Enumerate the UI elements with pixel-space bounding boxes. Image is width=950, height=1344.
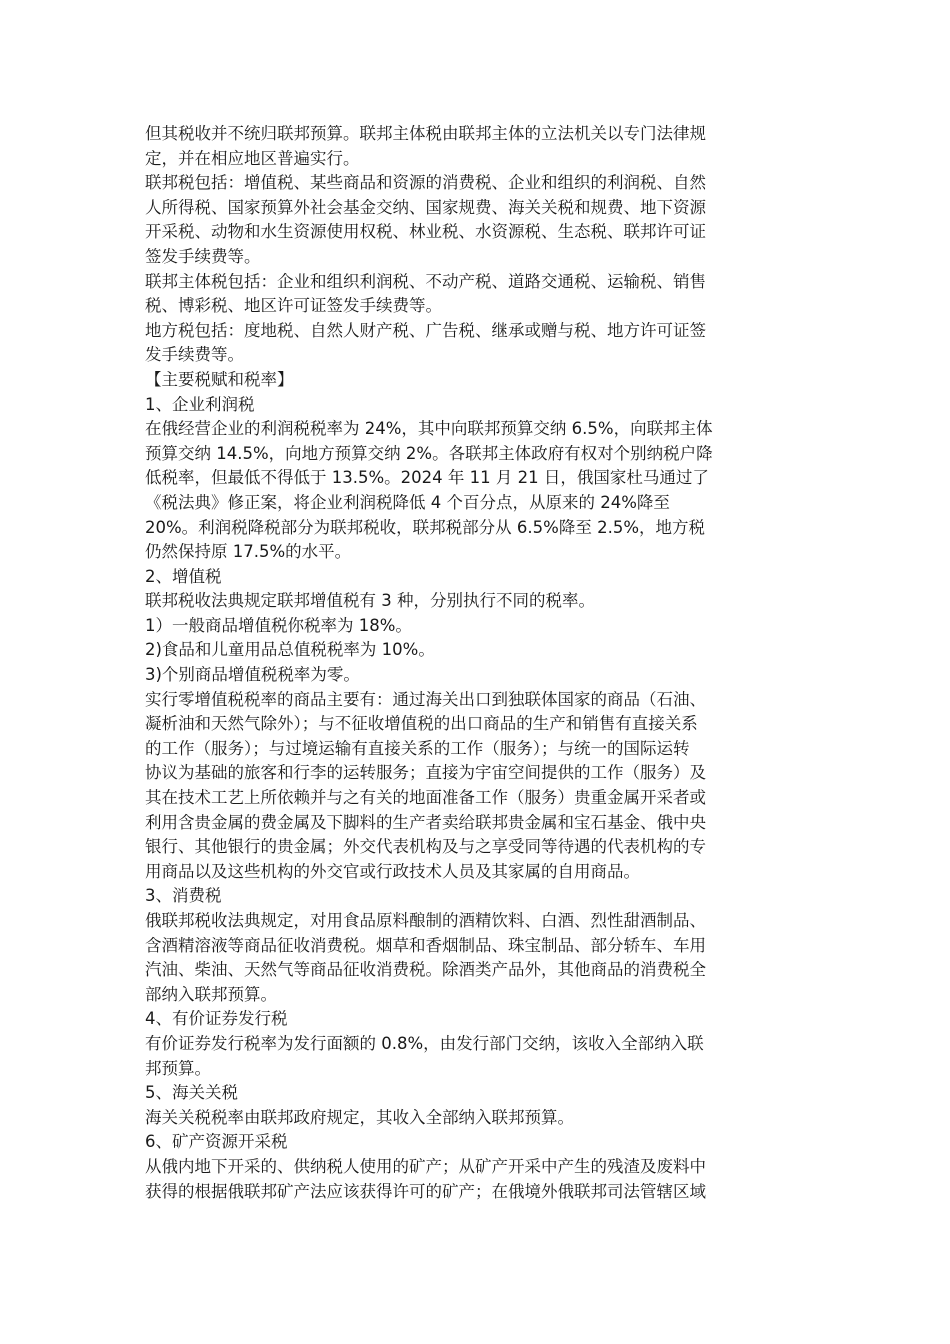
paragraph-federal-taxes: 联邦税包括：增值税、某些商品和资源的消费税、企业和组织的利润税、自然 人所得税、国家预算外社会基金交纳、国家规费、海关关税和规费、地下资源 开采税、动物和水生资源使用权税、林业税、水资源税、生态税、联邦许可证 签发手续费等。 (145, 173, 706, 266)
paragraph-federal-subject-tax-intro: 但其税收并不统归联邦预算。联邦主体税由联邦主体的立法机关以专门法律规 定，并在相应地区普遍实行。 (145, 124, 706, 168)
paragraph-securities-tax: 有价证券发行税率为发行面额的 0.8%，由发行部门交纳，该收入全部纳入联 邦预算。 (145, 1033, 704, 1078)
section-heading-main-taxes: 【主要税赋和税率】 (145, 369, 294, 389)
paragraph-corporate-profit-tax: 在俄经营企业的利润税税率为 24%，其中向联邦预算交纳 6.5%，向联邦主体 预算交纳 14.5%，向地方预算交纳 2%。各联邦主体政府有权对个别纳税户降 低税率，但最低不得低于 13.5%。2024 年 11 月 21 日，俄国家杜马通过了 《税法典》修正案，将企业利润税降低 4 个百分点，从原来的 24%降至 20%。利润税降税部分为联邦税收，联邦税部分从 6.5%降至 2.5%，地方税 仍然保持原 17.5%的水平。 (145, 419, 713, 562)
heading-corporate-profit-tax: 1、企业利润税 (145, 394, 255, 414)
document-body (145, 122, 800, 1204)
heading-excise-tax: 3、消费税 (145, 886, 222, 906)
list-item-vat-zero: 3)个别商品增值税税率为零。 (145, 665, 360, 685)
paragraph-federal-subject-taxes: 联邦主体税包括：企业和组织利润税、不动产税、道路交通税、运输税、销售 税、博彩税、地区许可证签发手续费等。 (145, 271, 706, 316)
heading-securities-tax: 4、有价证券发行税 (145, 1009, 288, 1029)
paragraph-zero-vat-goods: 实行零增值税税率的商品主要有：通过海关出口到独联体国家的商品（石油、 凝析油和天然气除外）；与不征收增值税的出口商品的生产和销售有直接关系 的工作（服务）；与过境运输有直接关系的工作（服务）；与统一的国际运转 协议为基础的旅客和行李的运转服务；直接为宇宙空间提供的工作（服务）及 其在技术工艺上所依赖并与之有关的地面准备工作（服务）贵重金属开采者或 利用含贵金属的费金属及下脚料的生产者卖给联邦贵金属和宝石基金、俄中央 银行、其他银行的贵金属；外交代表机构及与之享受同等待遇的代表机构的专 用商品以及这些机构的外交官或行政技术人员及其家属的自用商品。 (145, 689, 706, 881)
paragraph-vat-intro: 联邦税收法典规定联邦增值税有 3 种，分别执行不同的税率。 (145, 591, 595, 611)
heading-customs-duty: 5、海关关税 (145, 1083, 238, 1103)
paragraph-customs-duty: 海关关税税率由联邦政府规定，其收入全部纳入联邦预算。 (145, 1107, 574, 1127)
paragraph-local-taxes: 地方税包括：度地税、自然人财产税、广告税、继承或赠与税、地方许可证签 发手续费等。 (145, 320, 706, 365)
paragraph-mineral-extraction-tax: 从俄内地下开采的、供纳税人使用的矿产；从矿产开采中产生的残渣及废料中 获得的根据俄联邦矿产法应该获得许可的矿产；在俄境外俄联邦司法管辖区域 (145, 1156, 706, 1201)
paragraph-excise-tax: 俄联邦税收法典规定，对用食品原料酿制的酒精饮料、白酒、烈性甜酒制品、 含酒精溶液等商品征收消费税。烟草和香烟制品、珠宝制品、部分轿车、车用 汽油、柴油、天然气等商品征收消费税。除酒类产品外，其他商品的消费税全 部纳入联邦预算。 (145, 911, 706, 1004)
list-item-vat-food: 2)食品和儿童用品总值税税率为 10%。 (145, 640, 435, 660)
heading-mineral-extraction-tax: 6、矿产资源开采税 (145, 1132, 288, 1152)
list-item-vat-general: 1）一般商品增值税你税率为 18%。 (145, 615, 412, 635)
heading-vat: 2、增值税 (145, 566, 222, 586)
